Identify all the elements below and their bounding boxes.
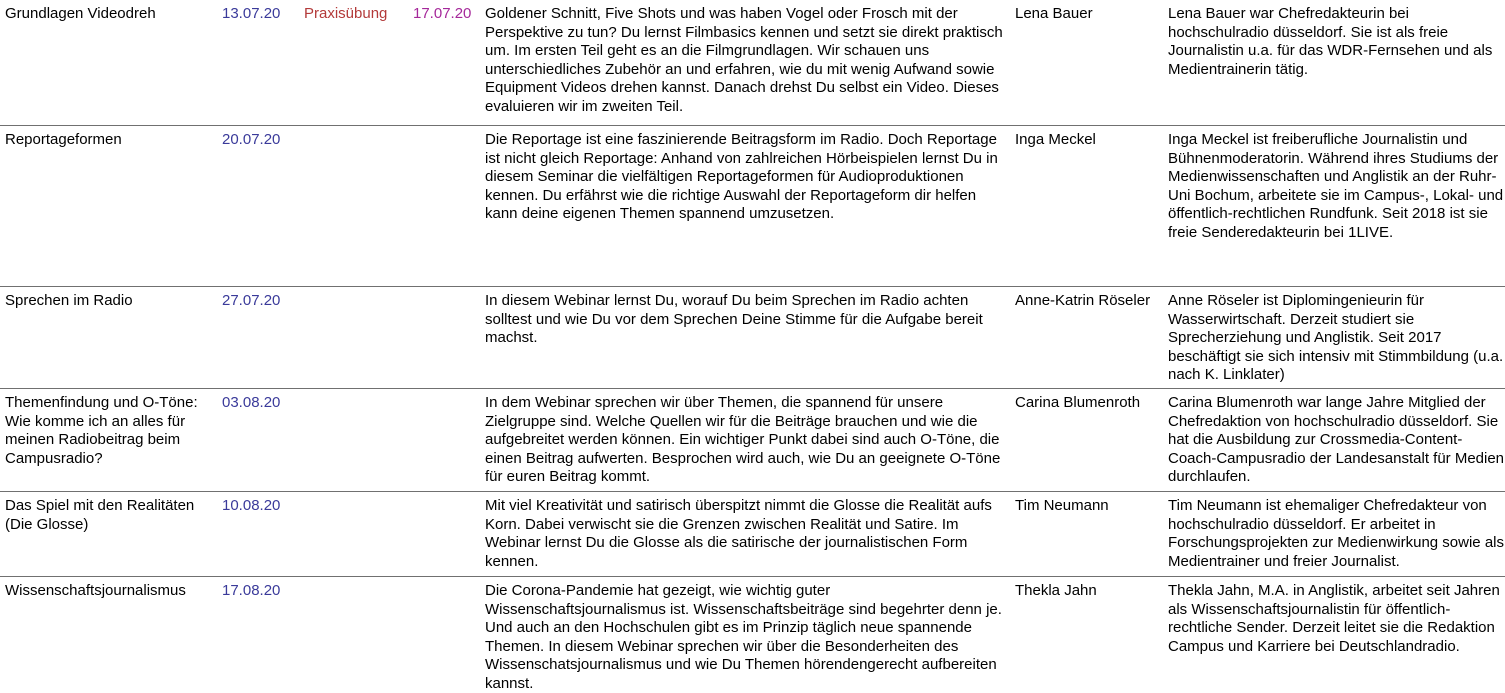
- course-title: Themenfindung und O-Töne: Wie komme ich an alles für meinen Radiobeitrag beim Campusradio?: [5, 394, 198, 467]
- speaker-name: Inga Meckel: [1015, 131, 1096, 148]
- speaker-name: Lena Bauer: [1015, 5, 1093, 22]
- speaker-name: Tim Neumann: [1015, 497, 1109, 514]
- table-row: [0, 0, 1505, 126]
- course-title: Grundlagen Videodreh: [5, 5, 156, 22]
- course-date: 10.08.20: [222, 497, 281, 514]
- speaker-bio: Lena Bauer war Chefredakteurin bei hochschulradio düsseldorf. Sie ist als freie Journalistin u.a. für das WDR-Fernsehen und als Medientrainerin tätig.: [1168, 5, 1493, 78]
- table-row: [0, 389, 1505, 492]
- course-title: Das Spiel mit den Realitäten (Die Glosse): [5, 497, 195, 533]
- table-row: [0, 287, 1505, 389]
- speaker-bio: Carina Blumenroth war lange Jahre Mitglied der Chefredaktion von hochschulradio düsseldorf. Sie hat die Ausbildung zur Crossmedia-Content-Coach-Campusradio der Landesanstalt für Medien durchlaufen.: [1168, 394, 1505, 485]
- course-type: Praxisübung: [304, 5, 388, 22]
- course-description: Die Reportage ist eine faszinierende Beitragsform im Radio. Doch Reportage ist nicht gleich Reportage: Anhand von zahlreichen Hörbeispielen lernst Du in diesem Seminar die vielfältigen Reportageformen für Audioproduktionen kennen. Du erfährst wie die richtige Auswahl der Reportageform dir helfen kann deine eigenen Themen spannend umzusetzen.: [485, 131, 998, 222]
- course-date-2: 17.07.20: [413, 5, 472, 22]
- speaker-bio: Thekla Jahn, M.A. in Anglistik, arbeitet seit Jahren als Wissenschaftsjournalistin für öffentlich-rechtliche Sender. Derzeit leitet sie die Redaktion Campus und Karriere bei Deutschlandradio.: [1168, 582, 1500, 655]
- speaker-bio: Inga Meckel ist freiberufliche Journalistin und Bühnenmoderatorin. Während ihres Studiums der Medienwissenschaften und Anglistik an der Ruhr-Uni Bochum, arbeitete sie im Campus-, Lokal- und öffentlich-rechtlichen Rundfunk. Seit 2018 ist sie freie Senderedakteurin bei 1LIVE.: [1168, 131, 1504, 241]
- speaker-bio: Tim Neumann ist ehemaliger Chefredakteur von hochschulradio düsseldorf. Er arbeitet in Forschungsprojekten zur Medienwirkung sowie als Medientrainer und freier Journalist.: [1168, 497, 1504, 570]
- course-date: 17.08.20: [222, 582, 281, 599]
- table-row: [0, 126, 1505, 287]
- course-description: In diesem Webinar lernst Du, worauf Du beim Sprechen im Radio achten solltest und wie Du vor dem Sprechen Deine Stimme für die Aufgabe bereit machst.: [485, 292, 983, 346]
- course-description: Die Corona-Pandemie hat gezeigt, wie wichtig guter Wissenschaftsjournalismus ist. Wissenschaftsbeiträge sind begehrter denn je. Und auch an den Hochschulen gibt es im Prinzip täglich neue spannende Themen. In diesem Webinar sprechen wir über die Besonderheiten des Wissenschatsjournalismus und wie Du Themen hörendengerecht aufbereiten kannst.: [485, 582, 1002, 692]
- course-date: 13.07.20: [222, 5, 281, 22]
- table-row: [0, 492, 1505, 577]
- speaker-bio: Anne Röseler ist Diplomingenieurin für Wasserwirtschaft. Derzeit studiert sie Sprecherziehung und Anglistik. Seit 2017 beschäftigt sie sich intensiv mit Stimmbildung (u.a. nach K. Linklater): [1168, 292, 1504, 383]
- course-title: Reportageformen: [5, 131, 122, 148]
- course-description: In dem Webinar sprechen wir über Themen, die spannend für unsere Zielgruppe sind. Welche Quellen wir für die Beiträge brauchen und wie die aufgebreitet werden können. Ein wichtiger Punkt dabei sind auch O-Töne, die einen Beitrag aufwerten. Besprochen wird auch, wie Du an geeignete O-Töne für euren Beitrag kommt.: [485, 394, 1001, 485]
- course-title: Wissenschaftsjournalismus: [5, 582, 186, 599]
- speaker-name: Thekla Jahn: [1015, 582, 1097, 599]
- course-description: Mit viel Kreativität und satirisch überspitzt nimmt die Glosse die Realität aufs Korn. Dabei verwischt sie die Grenzen zwischen Realität und Satire. Im Webinar lernst Du die Glosse als die satirische der journalistischen Form kennen.: [485, 497, 992, 570]
- course-date: 20.07.20: [222, 131, 281, 148]
- table-row: [0, 577, 1505, 692]
- course-description: Goldener Schnitt, Five Shots und was haben Vogel oder Frosch mit der Perspektive zu tun? Du lernst Filmbasics kennen und setzt sie direkt praktisch um. Im ersten Teil geht es an die Filmgrundlagen. Wir schauen uns unterschiedliches Zubehör an und erfahren, wie du mit wenig Aufwand sowie Equipment Videos drehen kannst. Danach drehst Du selbst ein Video. Dieses evaluieren wir im zweiten Teil.: [485, 5, 1003, 115]
- speaker-name: Carina Blumenroth: [1015, 394, 1141, 411]
- speaker-name: Anne-Katrin Röseler: [1015, 292, 1151, 309]
- course-title: Sprechen im Radio: [5, 292, 133, 309]
- course-date: 27.07.20: [222, 292, 281, 309]
- course-date: 03.08.20: [222, 394, 281, 411]
